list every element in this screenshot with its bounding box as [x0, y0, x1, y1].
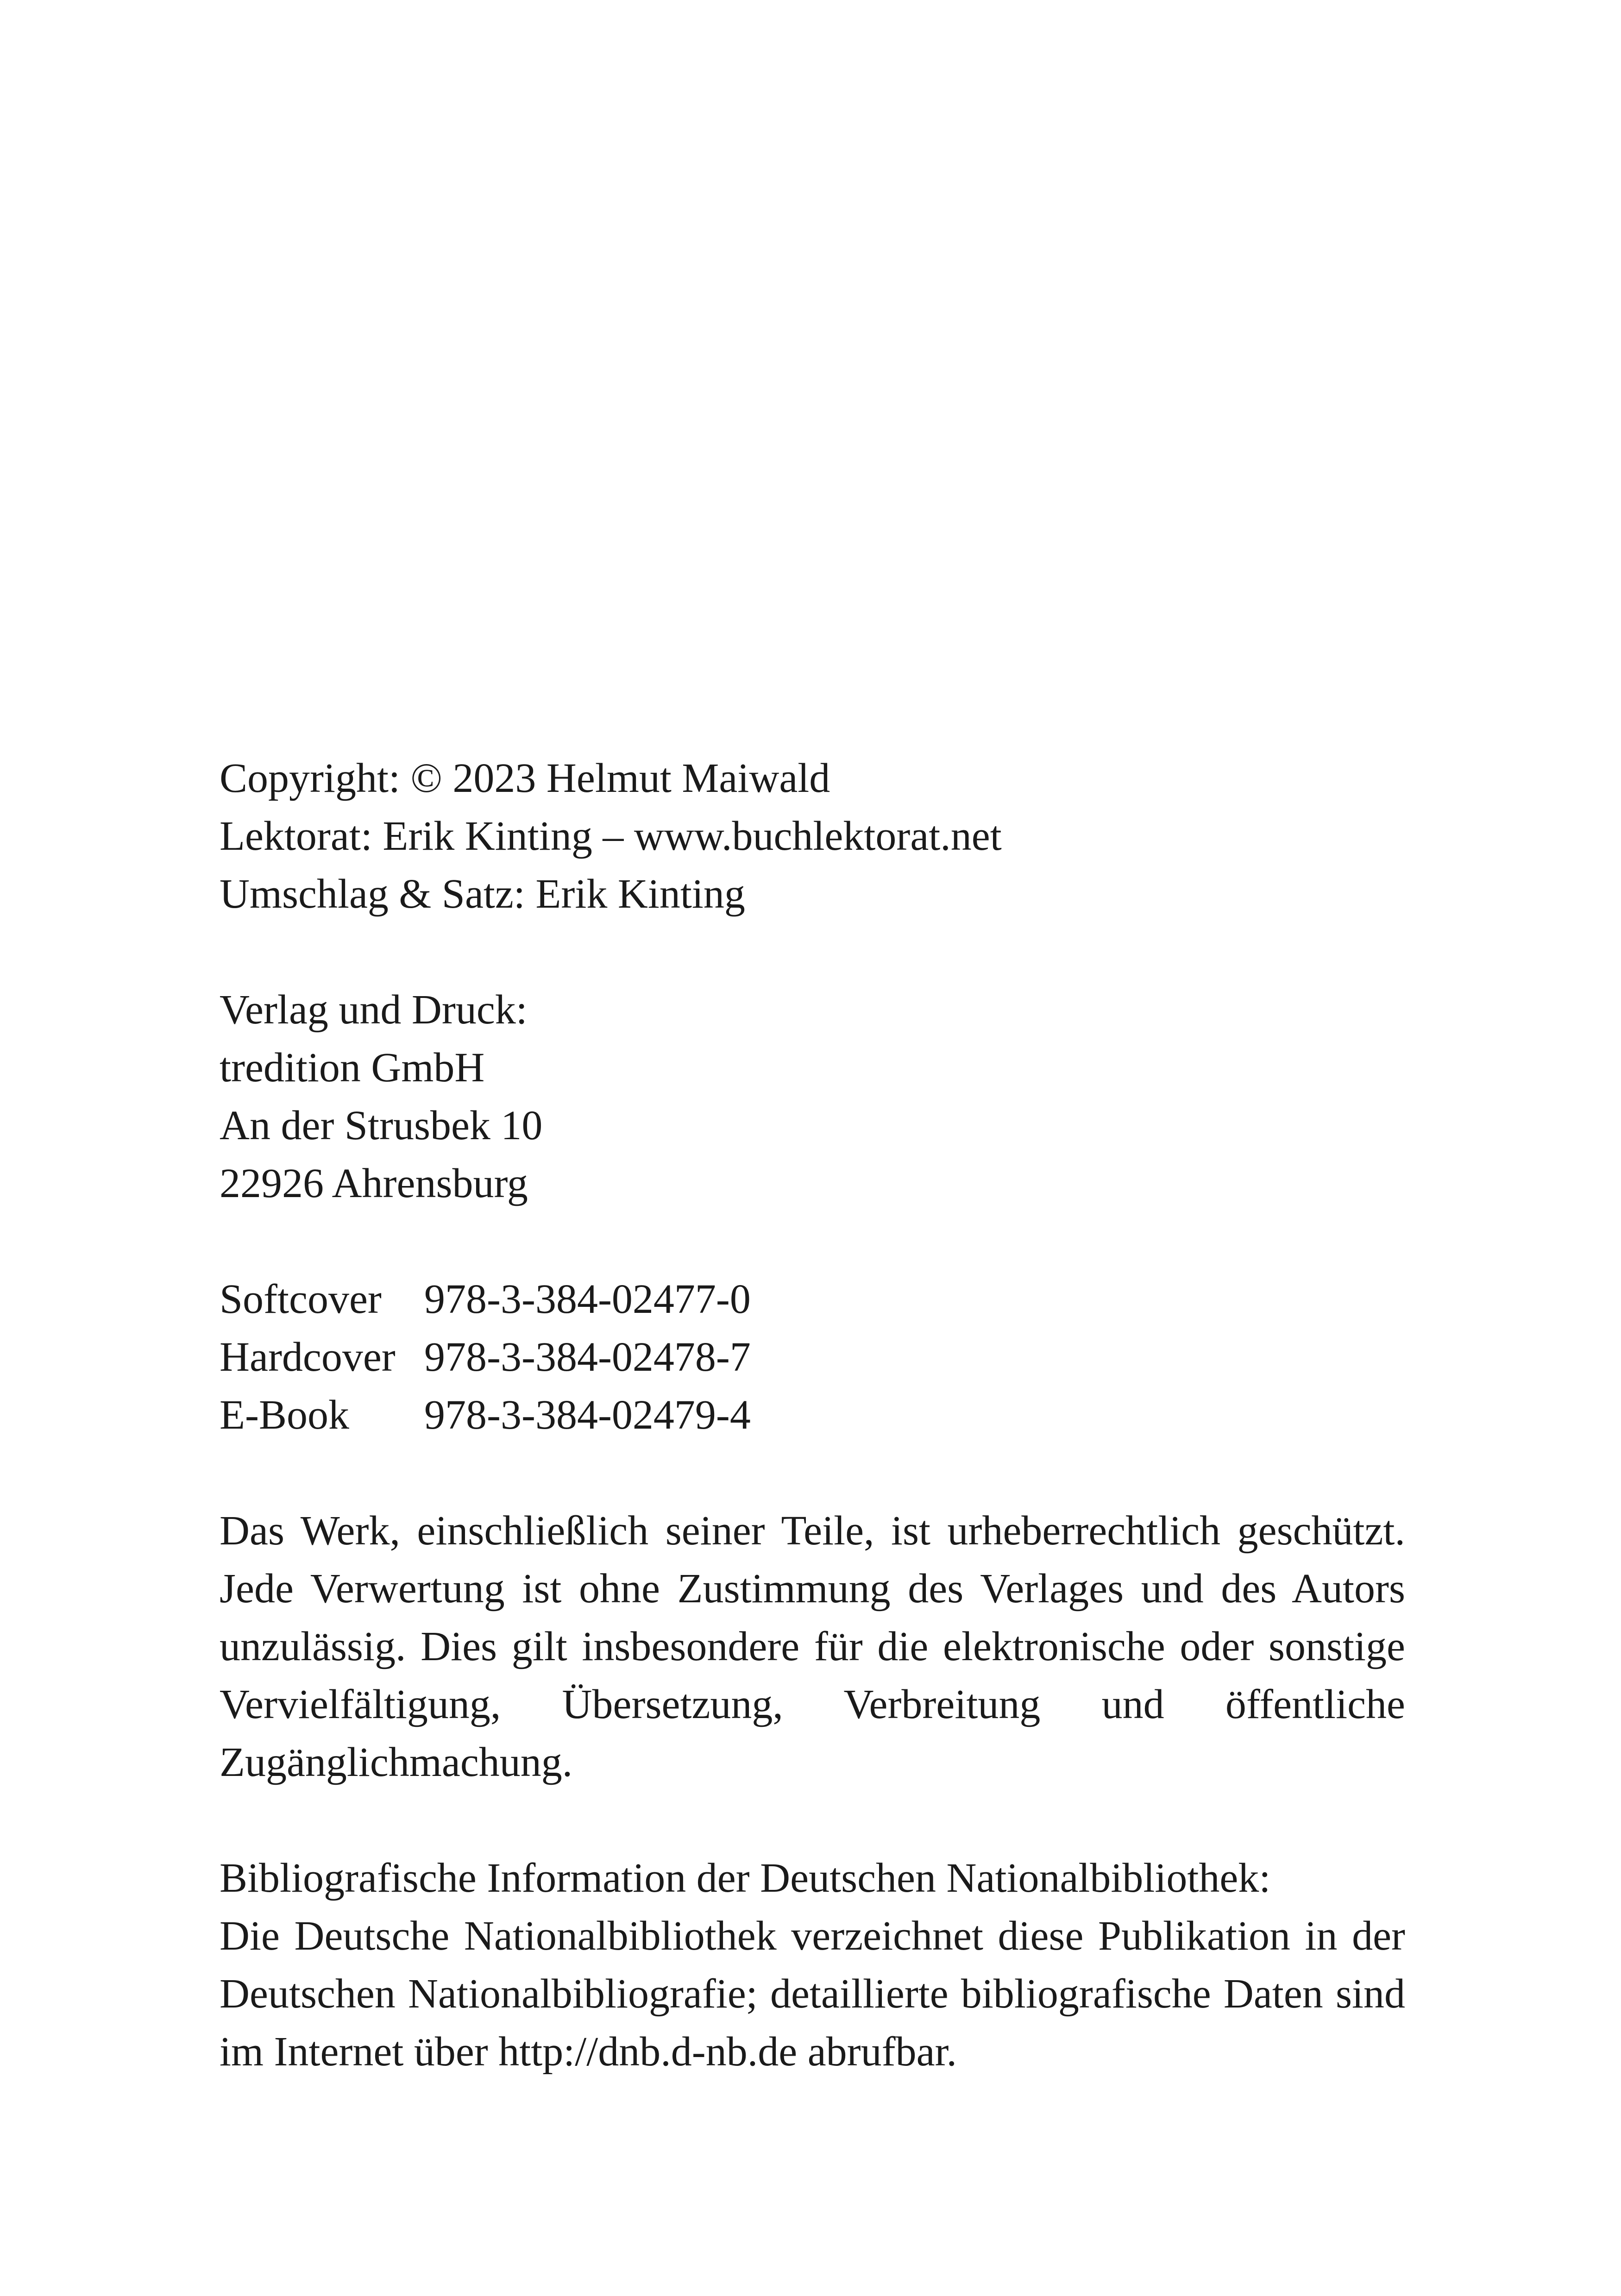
- rights-notice-block: [220, 1502, 1405, 1791]
- isbn-row-ebook: [220, 1386, 1405, 1444]
- spacer: [220, 923, 1405, 981]
- isbn-format: E-Book: [220, 1392, 349, 1438]
- publisher-name: tredition GmbH: [220, 1045, 485, 1091]
- isbn-number: 978-3-384-02478-7: [424, 1334, 751, 1380]
- editing-line: Lektorat: Erik Kinting – www.buchlektorat.net: [220, 813, 1002, 859]
- isbn-block: [220, 1270, 1405, 1444]
- spacer: [220, 1212, 1405, 1270]
- copyright-line: Copyright: © 2023 Helmut Maiwald: [220, 755, 830, 801]
- bibliographic-heading: Bibliografische Information der Deutschen Nationalbibliothek:: [220, 1855, 1271, 1901]
- isbn-format: Hardcover: [220, 1334, 396, 1380]
- isbn-row-softcover: [220, 1270, 1405, 1328]
- isbn-number: 978-3-384-02477-0: [424, 1276, 751, 1322]
- bibliographic-paragraph: Die Deutsche Nationalbibliothek verzeichnet diese Publikation in der Deutschen Nationalbibliografie; detaillierte bibliografische Daten sind im Internet über http://dnb.d-nb.de abrufbar.: [220, 1913, 1405, 2075]
- spacer: [220, 1444, 1405, 1502]
- publisher-heading: Verlag und Druck:: [220, 987, 528, 1033]
- imprint-page: [220, 749, 1405, 2081]
- rights-notice-paragraph: Das Werk, einschließlich seiner Teile, ist urheberrechtlich geschützt. Jede Verwertung ist ohne Zustimmung des Verlages und des Autors unzulässig. Dies gilt insbesondere für die elektronische oder sonstige Vervielfältigung, Übersetzung, Verbreitung und öffentliche Zugänglichmachung.: [220, 1508, 1405, 1785]
- publisher-block: [220, 981, 1405, 1212]
- spacer: [220, 1791, 1405, 1849]
- publisher-city: 22926 Ahrensburg: [220, 1161, 528, 1206]
- publisher-street: An der Strusbek 10: [220, 1103, 543, 1148]
- isbn-number: 978-3-384-02479-4: [424, 1392, 751, 1438]
- credits-block: [220, 749, 1405, 923]
- isbn-format: Softcover: [220, 1276, 382, 1322]
- cover-typesetting-line: Umschlag & Satz: Erik Kinting: [220, 871, 745, 917]
- isbn-row-hardcover: [220, 1328, 1405, 1386]
- bibliographic-block: [220, 1849, 1405, 2081]
